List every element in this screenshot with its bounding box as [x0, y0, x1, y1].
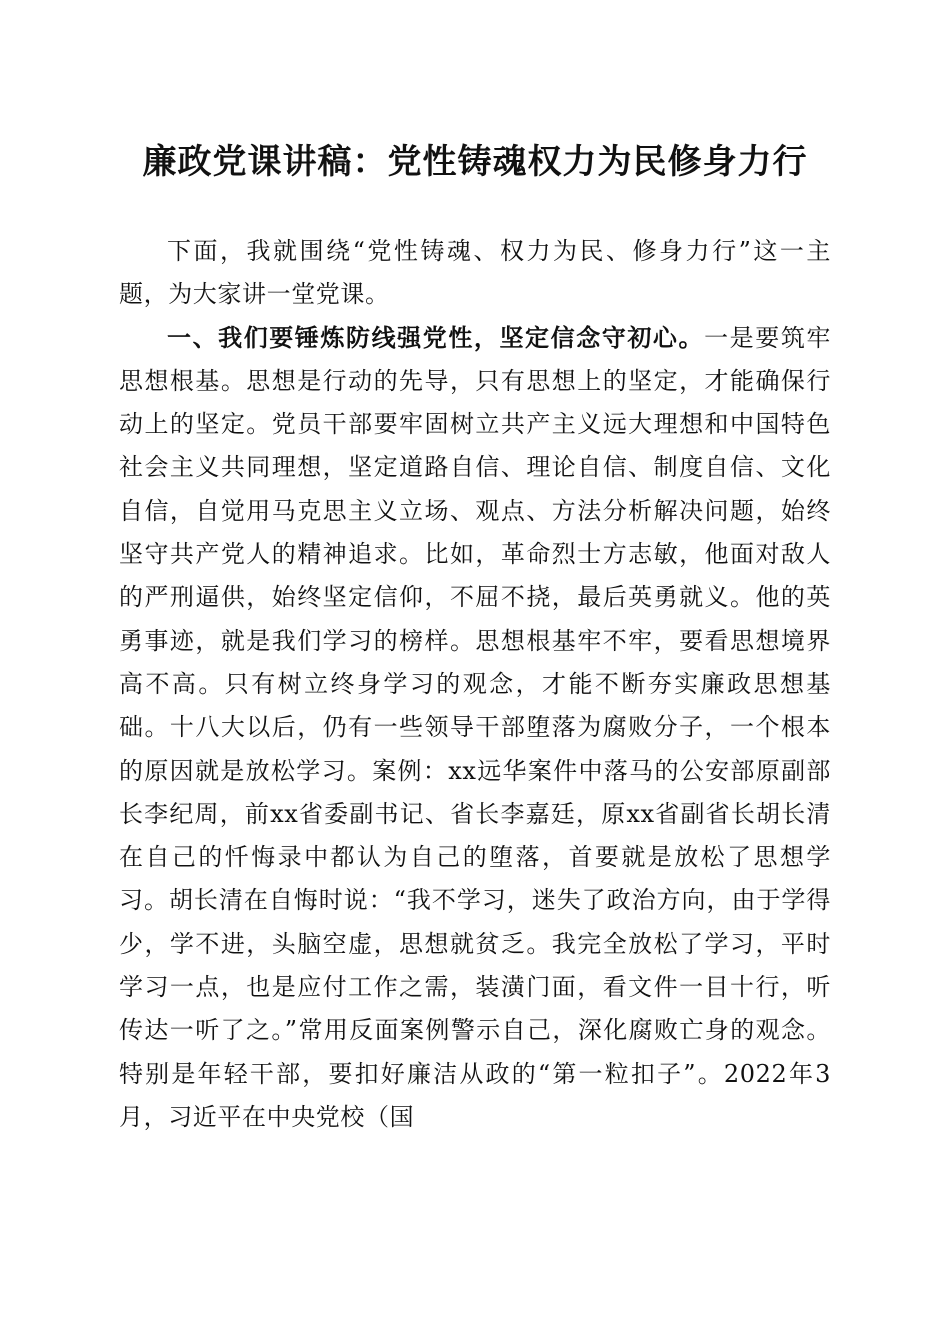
intro-paragraph: 下面，我就围绕“党性铸魂、权力为民、修身力行”这一主题，为大家讲一堂党课。	[119, 237, 831, 309]
section-1-paragraph	[119, 317, 831, 1140]
document-title: 廉政党课讲稿：党性铸魂权力为民修身力行	[142, 142, 808, 182]
section-1-body: 一是要筑牢思想根基。思想是行动的先导，只有思想上的坚定，才能确保行动上的坚定。党员干部要牢固树立共产主义远大理想和中国特色社会主义共同理想，坚定道路自信、理论自信、制度自信、文化自信，自觉用马克思主义立场、观点、方法分析解决问题，始终坚守共产党人的精神追求。比如，革命烈士方志敏，他面对敌人的严刑逼供，始终坚定信仰，不屈不挠，最后英勇就义。他的英勇事迹，就是我们学习的榜样。思想根基牢不牢，要看思想境界高不高。只有树立终身学习的观念，才能不断夯实廉政思想基础。十八大以后，仍有一些领导干部堕落为腐败分子，一个根本的原因就是放松学习。案例：xx远华案件中落马的公安部原副部长李纪周，前xx省委副书记、省长李嘉廷，原xx省副省长胡长清在自己的忏悔录中都认为自己的堕落，首要就是放松了思想学习。胡长清在自悔时说：“我不学习，迷失了政治方向，由于学得少，学不进，头脑空虚，思想就贫乏。我完全放松了学习，平时学习一点，也是应付工作之需，装潢门面，看文件一目十行，听传达一听了之。”常用反面案例警示自己，深化腐败亡身的观念。特别是年轻干部，要扣好廉洁从政的“第一粒扣子”。2022年3月，习近平在中央党校（国	[119, 323, 831, 1131]
document-body	[119, 230, 831, 1139]
section-1-heading: 一、我们要锤炼防线强党性，坚定信念守初心。	[167, 323, 705, 352]
